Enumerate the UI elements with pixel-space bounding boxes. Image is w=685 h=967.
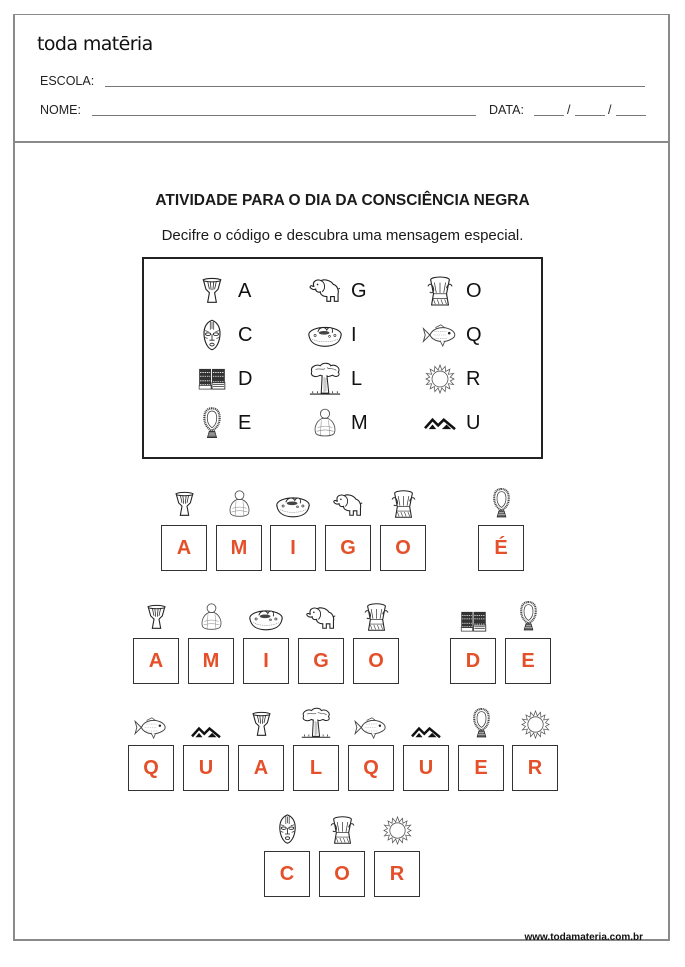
header-divider [13,141,670,143]
bead-necklace-icon [194,407,230,439]
code-key-letter: O [466,279,482,302]
code-key-item [194,363,258,395]
elephant-icon [307,275,343,307]
sun-icon [375,809,419,845]
school-field[interactable] [105,86,645,87]
patterned-fabric-icon [194,363,230,395]
djembe-drum-icon [194,275,230,307]
name-field[interactable] [92,115,476,116]
gourd-icon [217,483,261,519]
gourd-icon [307,407,343,439]
mountains-icon [184,703,228,739]
code-key-letter: E [238,411,252,434]
activity-instructions: Decifre o código e descubra uma mensagem especial. [161,227,524,244]
mountains-icon [404,703,448,739]
answer-box[interactable]: M [188,638,234,684]
date-year-field[interactable] [616,115,646,116]
code-key-item [307,319,371,351]
code-key-item [422,407,486,439]
code-key-letter: C [238,323,253,346]
answer-box[interactable]: O [319,851,365,897]
code-key-letter: I [351,323,357,346]
answer-box[interactable]: M [216,525,262,571]
code-key-item [422,275,486,307]
bead-necklace-icon [479,483,523,519]
patterned-fabric-icon [451,596,495,632]
answer-box[interactable]: A [133,638,179,684]
mountains-icon [422,407,458,439]
code-key-letter: G [351,279,367,302]
date-month-field[interactable] [575,115,605,116]
fish-icon [422,319,458,351]
code-key-letter: L [351,367,363,390]
elephant-icon [326,483,370,519]
code-key-letter: U [466,411,481,434]
baobab-tree-icon [307,363,343,395]
sun-icon [513,703,557,739]
date-day-field[interactable] [534,115,564,116]
food-bowl-icon [271,483,315,519]
tribal-mask-icon [194,319,230,351]
sun-icon [422,363,458,395]
code-key-item [194,275,258,307]
worksheet-frame [13,14,670,941]
answer-box[interactable]: C [264,851,310,897]
answer-box[interactable]: E [458,745,504,791]
logo: toda matēria [37,33,153,55]
school-label: ESCOLA: [40,74,95,88]
code-key-letter: Q [466,323,482,346]
elephant-icon [299,596,343,632]
answer-box[interactable]: I [270,525,316,571]
food-bowl-icon [244,596,288,632]
answer-box[interactable]: D [450,638,496,684]
gourd-icon [189,596,233,632]
answer-box[interactable]: G [325,525,371,571]
answer-box[interactable]: O [353,638,399,684]
hand-drum-icon [381,483,425,519]
activity-title: ATIVIDADE PARA O DIA DA CONSCIÊNCIA NEGRA [155,192,530,209]
hand-drum-icon [422,275,458,307]
code-key-letter: R [466,367,481,390]
answer-box[interactable]: A [238,745,284,791]
answer-box[interactable]: R [374,851,420,897]
code-key-item [422,319,486,351]
date-label: DATA: [489,103,524,117]
hand-drum-icon [354,596,398,632]
website-link[interactable]: www.todamateria.com.br [524,932,643,943]
answer-box[interactable]: U [183,745,229,791]
code-key-letter: D [238,367,253,390]
date-separator: / [608,103,612,117]
code-key-item [307,363,371,395]
hand-drum-icon [320,809,364,845]
answer-box[interactable]: Q [128,745,174,791]
fish-icon [129,703,173,739]
answer-box[interactable]: O [380,525,426,571]
fish-icon [349,703,393,739]
code-key-item [194,407,258,439]
answer-box[interactable]: L [293,745,339,791]
code-key-item [422,363,486,395]
answer-box[interactable]: Q [348,745,394,791]
djembe-drum-icon [134,596,178,632]
answer-box[interactable]: E [505,638,551,684]
answer-box[interactable]: G [298,638,344,684]
code-key-letter: A [238,279,252,302]
answer-box[interactable]: I [243,638,289,684]
food-bowl-icon [307,319,343,351]
answer-box[interactable]: É [478,525,524,571]
bead-necklace-icon [459,703,503,739]
answer-box[interactable]: R [512,745,558,791]
code-key-item [307,407,371,439]
bead-necklace-icon [506,596,550,632]
djembe-drum-icon [162,483,206,519]
code-key-item [194,319,258,351]
answer-box[interactable]: U [403,745,449,791]
code-key-item [307,275,371,307]
djembe-drum-icon [239,703,283,739]
answer-box[interactable]: A [161,525,207,571]
baobab-tree-icon [294,703,338,739]
name-label: NOME: [40,103,81,117]
tribal-mask-icon [265,809,309,845]
date-separator: / [567,103,571,117]
code-key-letter: M [351,411,368,434]
